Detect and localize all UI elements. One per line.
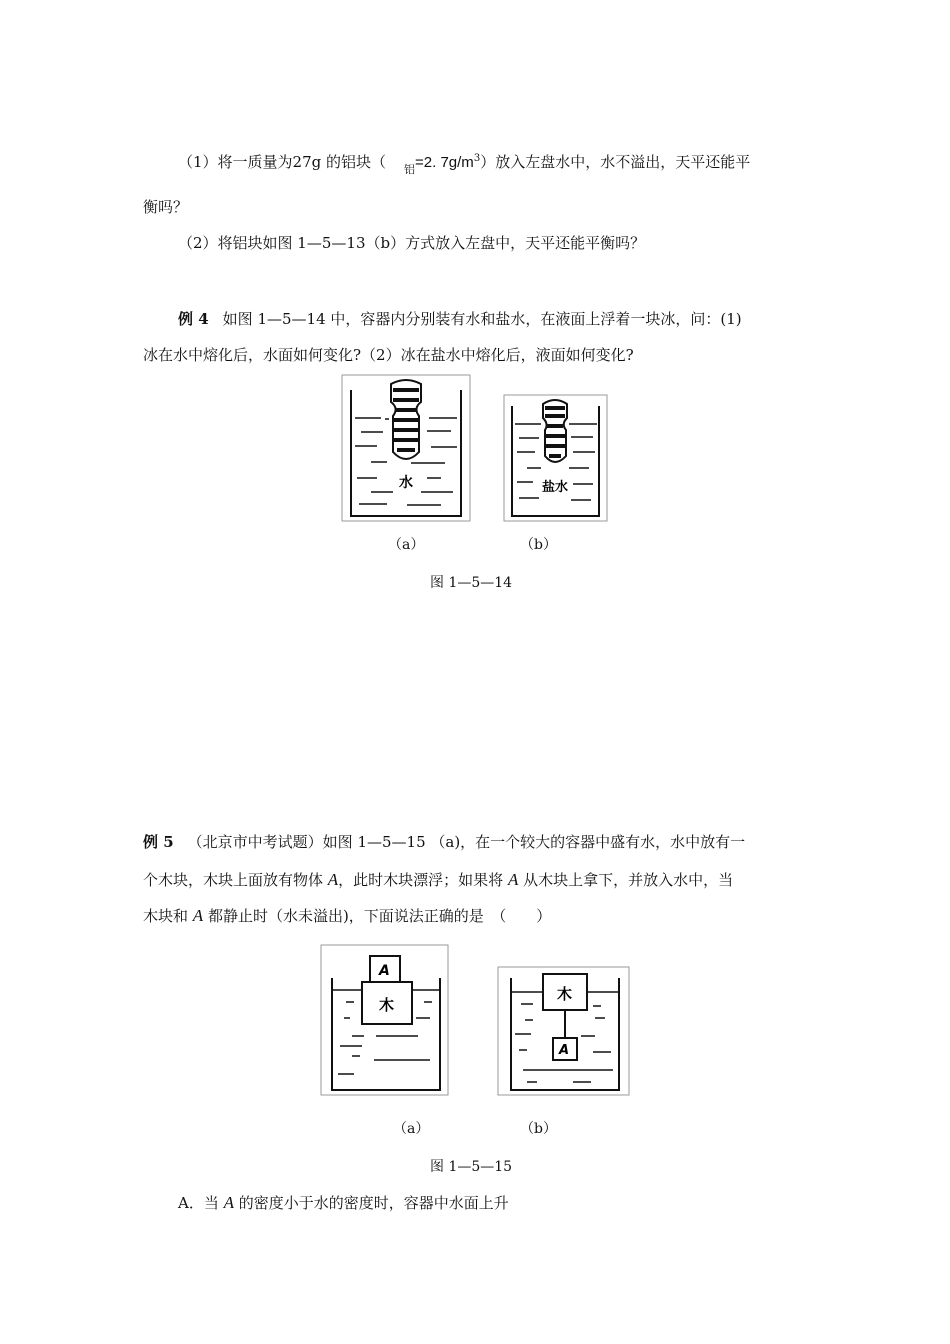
wood-label: 木 xyxy=(379,996,395,1014)
example-5-line-1 xyxy=(143,832,745,852)
block-a-label: A xyxy=(379,963,390,979)
example-5-text-2a: 个木块，木块上面放有物体 xyxy=(143,871,328,889)
variable-a: A xyxy=(327,870,339,889)
example-5-text-1: （北京市中考试题）如图 1—5—15 （a)，在一个较大的容器中盛有水，水中放有一 xyxy=(187,833,746,851)
figure-1-5-14-caption: 图 1—5—14 xyxy=(430,575,513,591)
variable-a: A xyxy=(507,870,519,889)
example-5-line-3 xyxy=(143,906,551,926)
example-4-line-2: 冰在水中熔化后，水面如何变化?（2）冰在盐水中熔化后，液面如何变化? xyxy=(143,346,634,364)
example-4-line-1 xyxy=(178,309,742,329)
density-subscript: 铝 xyxy=(404,163,416,176)
example-5-line-2 xyxy=(143,870,733,890)
example-5-text-3a: 木块和 xyxy=(143,907,193,925)
example-4-label: 例 4 xyxy=(178,310,209,328)
question-2: （2）将铝块如图 1—5—13（b）方式放入左盘中，天平还能平衡吗？ xyxy=(178,234,646,252)
question-1-prefix: （1）将一质量为27g 的铝块（ xyxy=(178,153,387,171)
density-superscript: 3 xyxy=(473,153,481,164)
example-5-text-2c: 从木块上拿下，并放入水中，当 xyxy=(518,871,734,889)
variable-a: A xyxy=(223,1193,234,1212)
figure-1-5-15-caption: 图 1—5—15 xyxy=(430,1159,513,1175)
question-1-line-1 xyxy=(178,152,750,175)
example-5-text-3b: 都静止时（水未溢出)，下面说法正确的是 （ ） xyxy=(203,907,552,925)
density-value: =2. 7g/m xyxy=(415,154,474,171)
variable-a: A xyxy=(192,906,204,925)
figure-1-5-15-a xyxy=(320,944,449,1096)
water-label: 水 xyxy=(399,475,413,491)
figure-1-5-15-b xyxy=(497,966,630,1096)
option-a xyxy=(178,1193,509,1213)
figure-1-5-15-b-caption: （b） xyxy=(520,1121,557,1137)
figure-1-5-14-a xyxy=(341,374,471,522)
figure-1-5-14-b-caption: （b） xyxy=(520,537,557,553)
option-a-prefix: A．当 xyxy=(178,1194,224,1212)
question-1-suffix: ）放入左盘水中，水不溢出，天平还能平 xyxy=(480,153,751,171)
figure-1-5-15-a-caption: （a） xyxy=(393,1121,430,1137)
option-a-suffix: 的密度小于水的密度时，容器中水面上升 xyxy=(234,1194,509,1212)
wood-label: 木 xyxy=(557,985,573,1003)
block-a-label: A xyxy=(559,1043,570,1058)
salt-water-label: 盐水 xyxy=(542,480,569,495)
figure-1-5-14-a-caption: （a） xyxy=(388,537,425,553)
figure-1-5-14-b xyxy=(503,394,608,522)
example-4-text-1: 如图 1—5—14 中，容器内分别装有水和盐水，在液面上浮着一块冰，问：(1) xyxy=(222,310,742,328)
example-5-text-2b: ，此时木块漂浮；如果将 xyxy=(338,871,508,889)
question-1-line-2: 衡吗？ xyxy=(143,198,189,216)
example-5-label: 例 5 xyxy=(143,833,174,851)
